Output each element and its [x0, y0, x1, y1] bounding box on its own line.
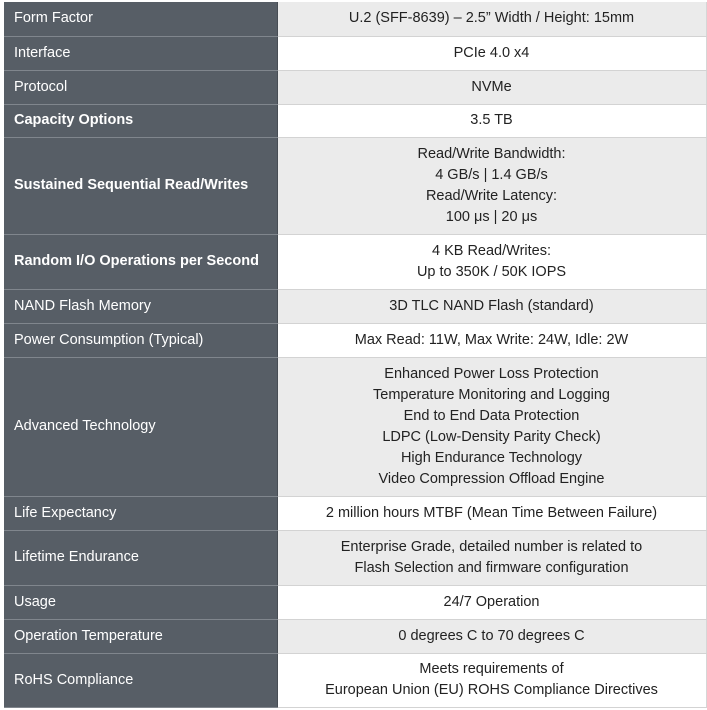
spec-row — [4, 357, 706, 496]
spec-value-line: NVMe — [471, 78, 512, 95]
spec-row — [4, 323, 706, 357]
spec-value — [277, 496, 706, 530]
spec-label: Random I/O Operations per Second — [4, 234, 277, 289]
spec-value — [277, 289, 706, 323]
spec-value-line: European Union (EU) ROHS Compliance Directives — [325, 682, 658, 698]
spec-row — [4, 234, 706, 289]
spec-value-line: 100 μs | 20 μs — [445, 208, 538, 225]
spec-row — [4, 530, 706, 585]
spec-label: RoHS Compliance — [4, 653, 277, 707]
spec-value-line: U.2 (SFF-8639) – 2.5” Width / Height: 15mm — [348, 10, 635, 27]
spec-value-line: Up to 350K / 50K IOPS — [416, 263, 567, 280]
spec-value-line: 2 million hours MTBF (Mean Time Between Failure) — [325, 504, 658, 521]
spec-value — [277, 585, 706, 619]
spec-value — [277, 70, 706, 104]
spec-value — [277, 357, 706, 496]
spec-row — [4, 653, 706, 707]
spec-row — [4, 496, 706, 530]
spec-value — [277, 653, 706, 707]
spec-value-line: Temperature Monitoring and Logging — [373, 386, 610, 403]
spec-label: Protocol — [4, 70, 277, 104]
spec-row — [4, 585, 706, 619]
spec-row — [4, 619, 706, 653]
spec-value-line: 3.5 TB — [470, 112, 513, 128]
spec-value-line: End to End Data Protection — [403, 407, 580, 424]
spec-value — [277, 36, 706, 70]
spec-label: Advanced Technology — [4, 357, 277, 496]
spec-value-line: Video Compression Offload Engine — [378, 470, 605, 487]
spec-value — [277, 137, 706, 234]
spec-value — [277, 323, 706, 357]
spec-table-body — [4, 2, 706, 707]
spec-row — [4, 104, 706, 137]
spec-value-line: High Endurance Technology — [400, 449, 583, 466]
spec-value-line: LDPC (Low-Density Parity Check) — [382, 428, 601, 445]
spec-label: NAND Flash Memory — [4, 289, 277, 323]
spec-value-line: Max Read: 11W, Max Write: 24W, Idle: 2W — [354, 331, 629, 348]
spec-value-line: 3D TLC NAND Flash (standard) — [389, 297, 594, 314]
spec-value-line: PCIe 4.0 x4 — [453, 44, 530, 61]
spec-value-line: Enhanced Power Loss Protection — [384, 365, 599, 382]
spec-label: Form Factor — [4, 2, 277, 36]
spec-value-line: Read/Write Bandwidth: — [417, 145, 566, 162]
spec-table — [4, 2, 707, 708]
spec-row — [4, 36, 706, 70]
spec-label: Interface — [4, 36, 277, 70]
spec-value — [277, 104, 706, 137]
spec-row — [4, 2, 706, 36]
spec-value-line: Flash Selection and firmware configuration — [354, 559, 629, 576]
spec-label: Lifetime Endurance — [4, 530, 277, 585]
spec-value-line: 4 KB Read/Writes: — [431, 242, 551, 259]
spec-value — [277, 234, 706, 289]
spec-label: Power Consumption (Typical) — [4, 323, 277, 357]
spec-value-line: 24/7 Operation — [443, 593, 540, 610]
spec-value-line: Meets requirements of — [419, 661, 564, 677]
spec-label: Sustained Sequential Read/Writes — [4, 137, 277, 234]
spec-value-line: 0 degrees C to 70 degrees C — [398, 627, 585, 644]
spec-label: Capacity Options — [4, 104, 277, 137]
spec-value-line: Read/Write Latency: — [425, 187, 558, 204]
spec-label: Life Expectancy — [4, 496, 277, 530]
spec-row — [4, 289, 706, 323]
spec-label: Operation Temperature — [4, 619, 277, 653]
spec-row — [4, 137, 706, 234]
spec-value — [277, 619, 706, 653]
spec-label: Usage — [4, 585, 277, 619]
spec-value — [277, 2, 706, 36]
spec-value — [277, 530, 706, 585]
spec-value-line: 4 GB/s | 1.4 GB/s — [435, 166, 548, 183]
spec-row — [4, 70, 706, 104]
spec-value-line: Enterprise Grade, detailed number is related to — [340, 538, 643, 555]
